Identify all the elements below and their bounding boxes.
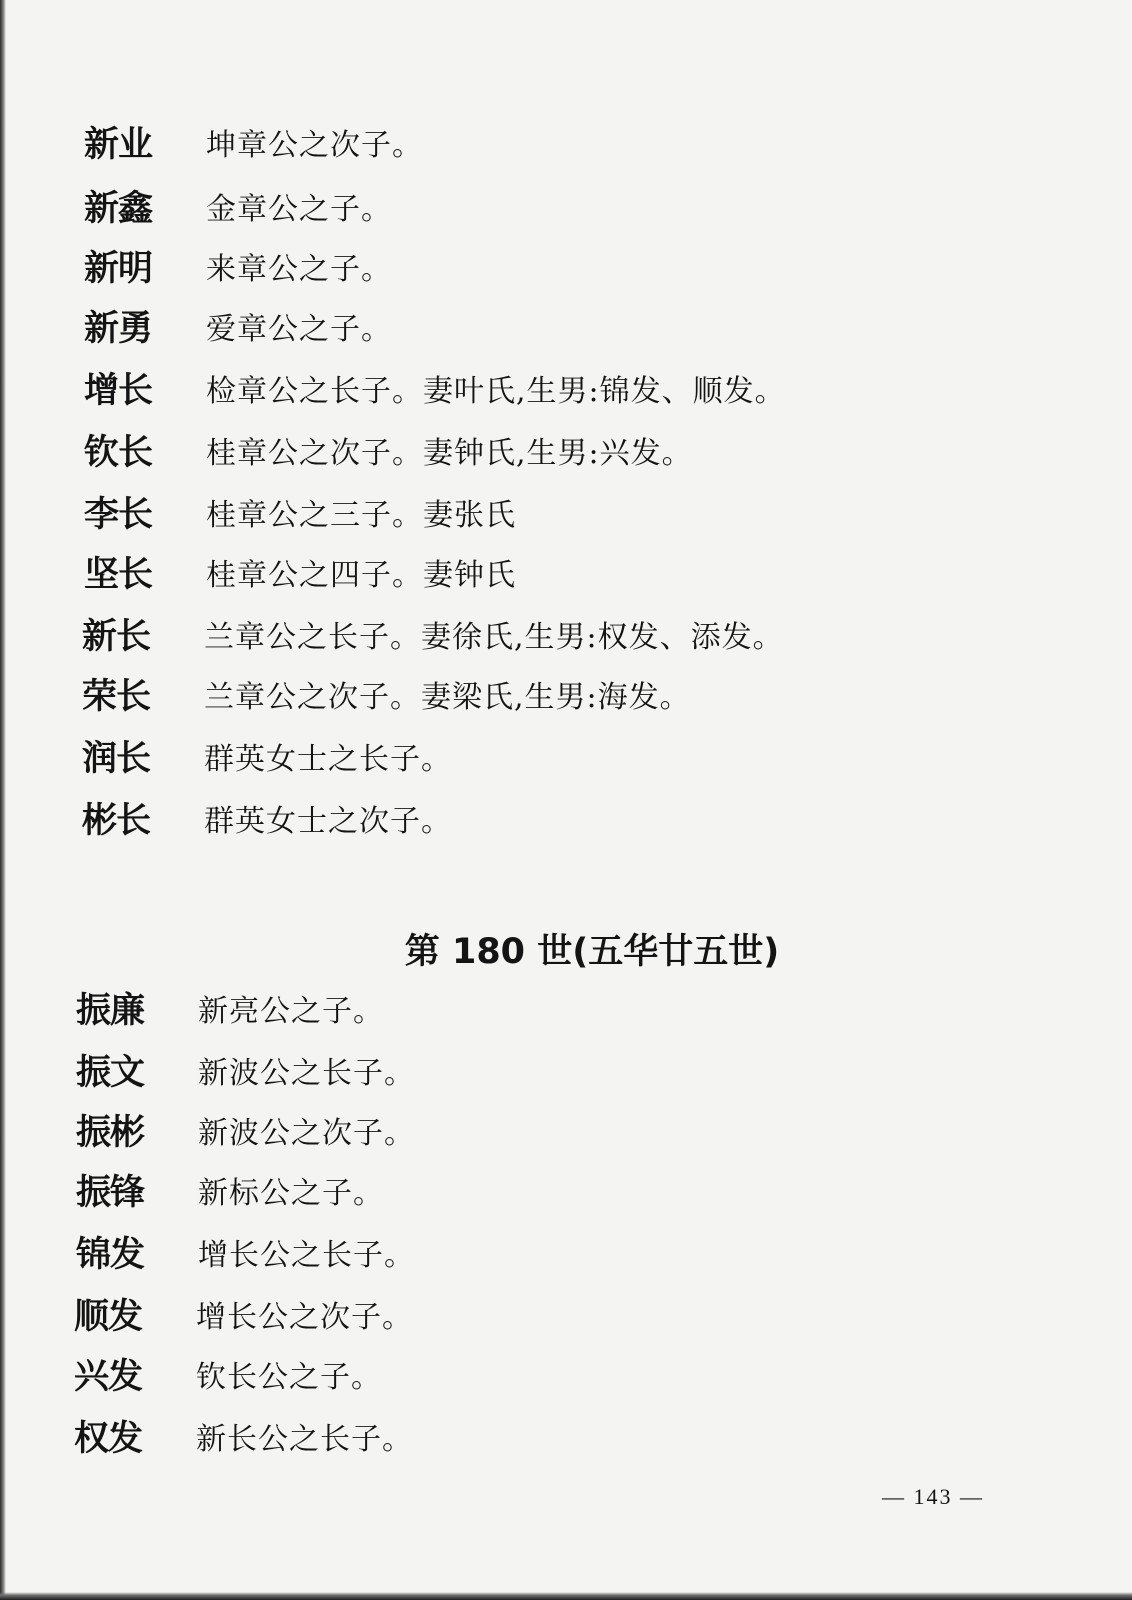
entry-name: 新业: [84, 125, 153, 165]
entry-row: [74, 1284, 413, 1344]
entry-row: [82, 726, 452, 786]
entry-row: [84, 236, 392, 296]
entry-row: [84, 358, 786, 418]
entry-name: 新鑫: [84, 189, 153, 229]
entry-description: 钦长公之子。: [196, 1360, 382, 1395]
generation-heading: 第 180 世(五华廿五世): [404, 932, 780, 972]
entry-description: 新亮公之子。: [198, 994, 384, 1029]
entry-description: 兰章公之长子。妻徐氏,生男:权发、添发。: [204, 620, 784, 655]
entry-description: 坤章公之次子。: [206, 128, 423, 163]
entry-name: 润长: [82, 739, 151, 779]
entry-description: 桂章公之四子。妻钟氏: [206, 558, 516, 593]
entry-name: 顺发: [74, 1297, 143, 1337]
entry-description: 新长公之长子。: [196, 1422, 413, 1457]
entry-name: 振彬: [76, 1113, 145, 1153]
entry-name: 新勇: [84, 309, 153, 349]
entry-name: 增长: [84, 371, 153, 411]
entry-name: 新明: [84, 249, 153, 289]
entry-description: 兰章公之次子。妻梁氏,生男:海发。: [204, 680, 691, 715]
entry-row: [76, 1222, 415, 1282]
entry-row: [82, 788, 452, 848]
page-left-edge: [0, 0, 6, 1600]
entry-description: 来章公之子。: [206, 252, 392, 287]
entry-description: 群英女士之长子。: [204, 742, 452, 777]
entry-name: 新长: [82, 617, 151, 657]
entry-description: 桂章公之三子。妻张氏: [206, 498, 516, 533]
entry-name: 彬长: [82, 801, 151, 841]
entry-row: [84, 176, 392, 236]
entry-description: 新波公之长子。: [198, 1056, 415, 1091]
entry-description: 检章公之长子。妻叶氏,生男:锦发、顺发。: [206, 374, 786, 409]
entry-description: 新波公之次子。: [198, 1116, 415, 1151]
entry-description: 增长公之次子。: [196, 1300, 413, 1335]
entry-name: 坚长: [84, 555, 153, 595]
entry-row: [76, 1100, 415, 1160]
entry-description: 群英女士之次子。: [204, 804, 452, 839]
entry-row: [84, 420, 693, 480]
page-bottom-edge: [0, 1592, 1132, 1600]
entry-row: [76, 1040, 415, 1100]
entry-name: 振廉: [76, 991, 145, 1031]
entry-row: [84, 482, 516, 542]
entry-row: [84, 296, 392, 356]
entry-name: 李长: [84, 495, 153, 535]
entry-name: 锦发: [76, 1235, 145, 1275]
entry-name: 振锋: [76, 1173, 145, 1213]
entry-description: 新标公之子。: [198, 1176, 384, 1211]
entry-row: [74, 1406, 413, 1466]
entry-description: 爱章公之子。: [206, 312, 392, 347]
entry-row: [76, 978, 384, 1038]
entry-name: 权发: [74, 1419, 143, 1459]
entry-name: 荣长: [82, 677, 151, 717]
entry-row: [84, 542, 516, 602]
entry-name: 兴发: [74, 1357, 143, 1397]
entry-description: 金章公之子。: [206, 192, 392, 227]
entry-description: 增长公之长子。: [198, 1238, 415, 1273]
entry-row: [84, 112, 423, 172]
entry-description: 桂章公之次子。妻钟氏,生男:兴发。: [206, 436, 693, 471]
entry-row: [74, 1344, 382, 1404]
entry-name: 钦长: [84, 433, 153, 473]
entry-name: 振文: [76, 1053, 145, 1093]
entry-row: [82, 604, 784, 664]
entry-row: [76, 1160, 384, 1220]
entry-row: [82, 664, 691, 724]
page-number: — 143 —: [882, 1484, 984, 1509]
